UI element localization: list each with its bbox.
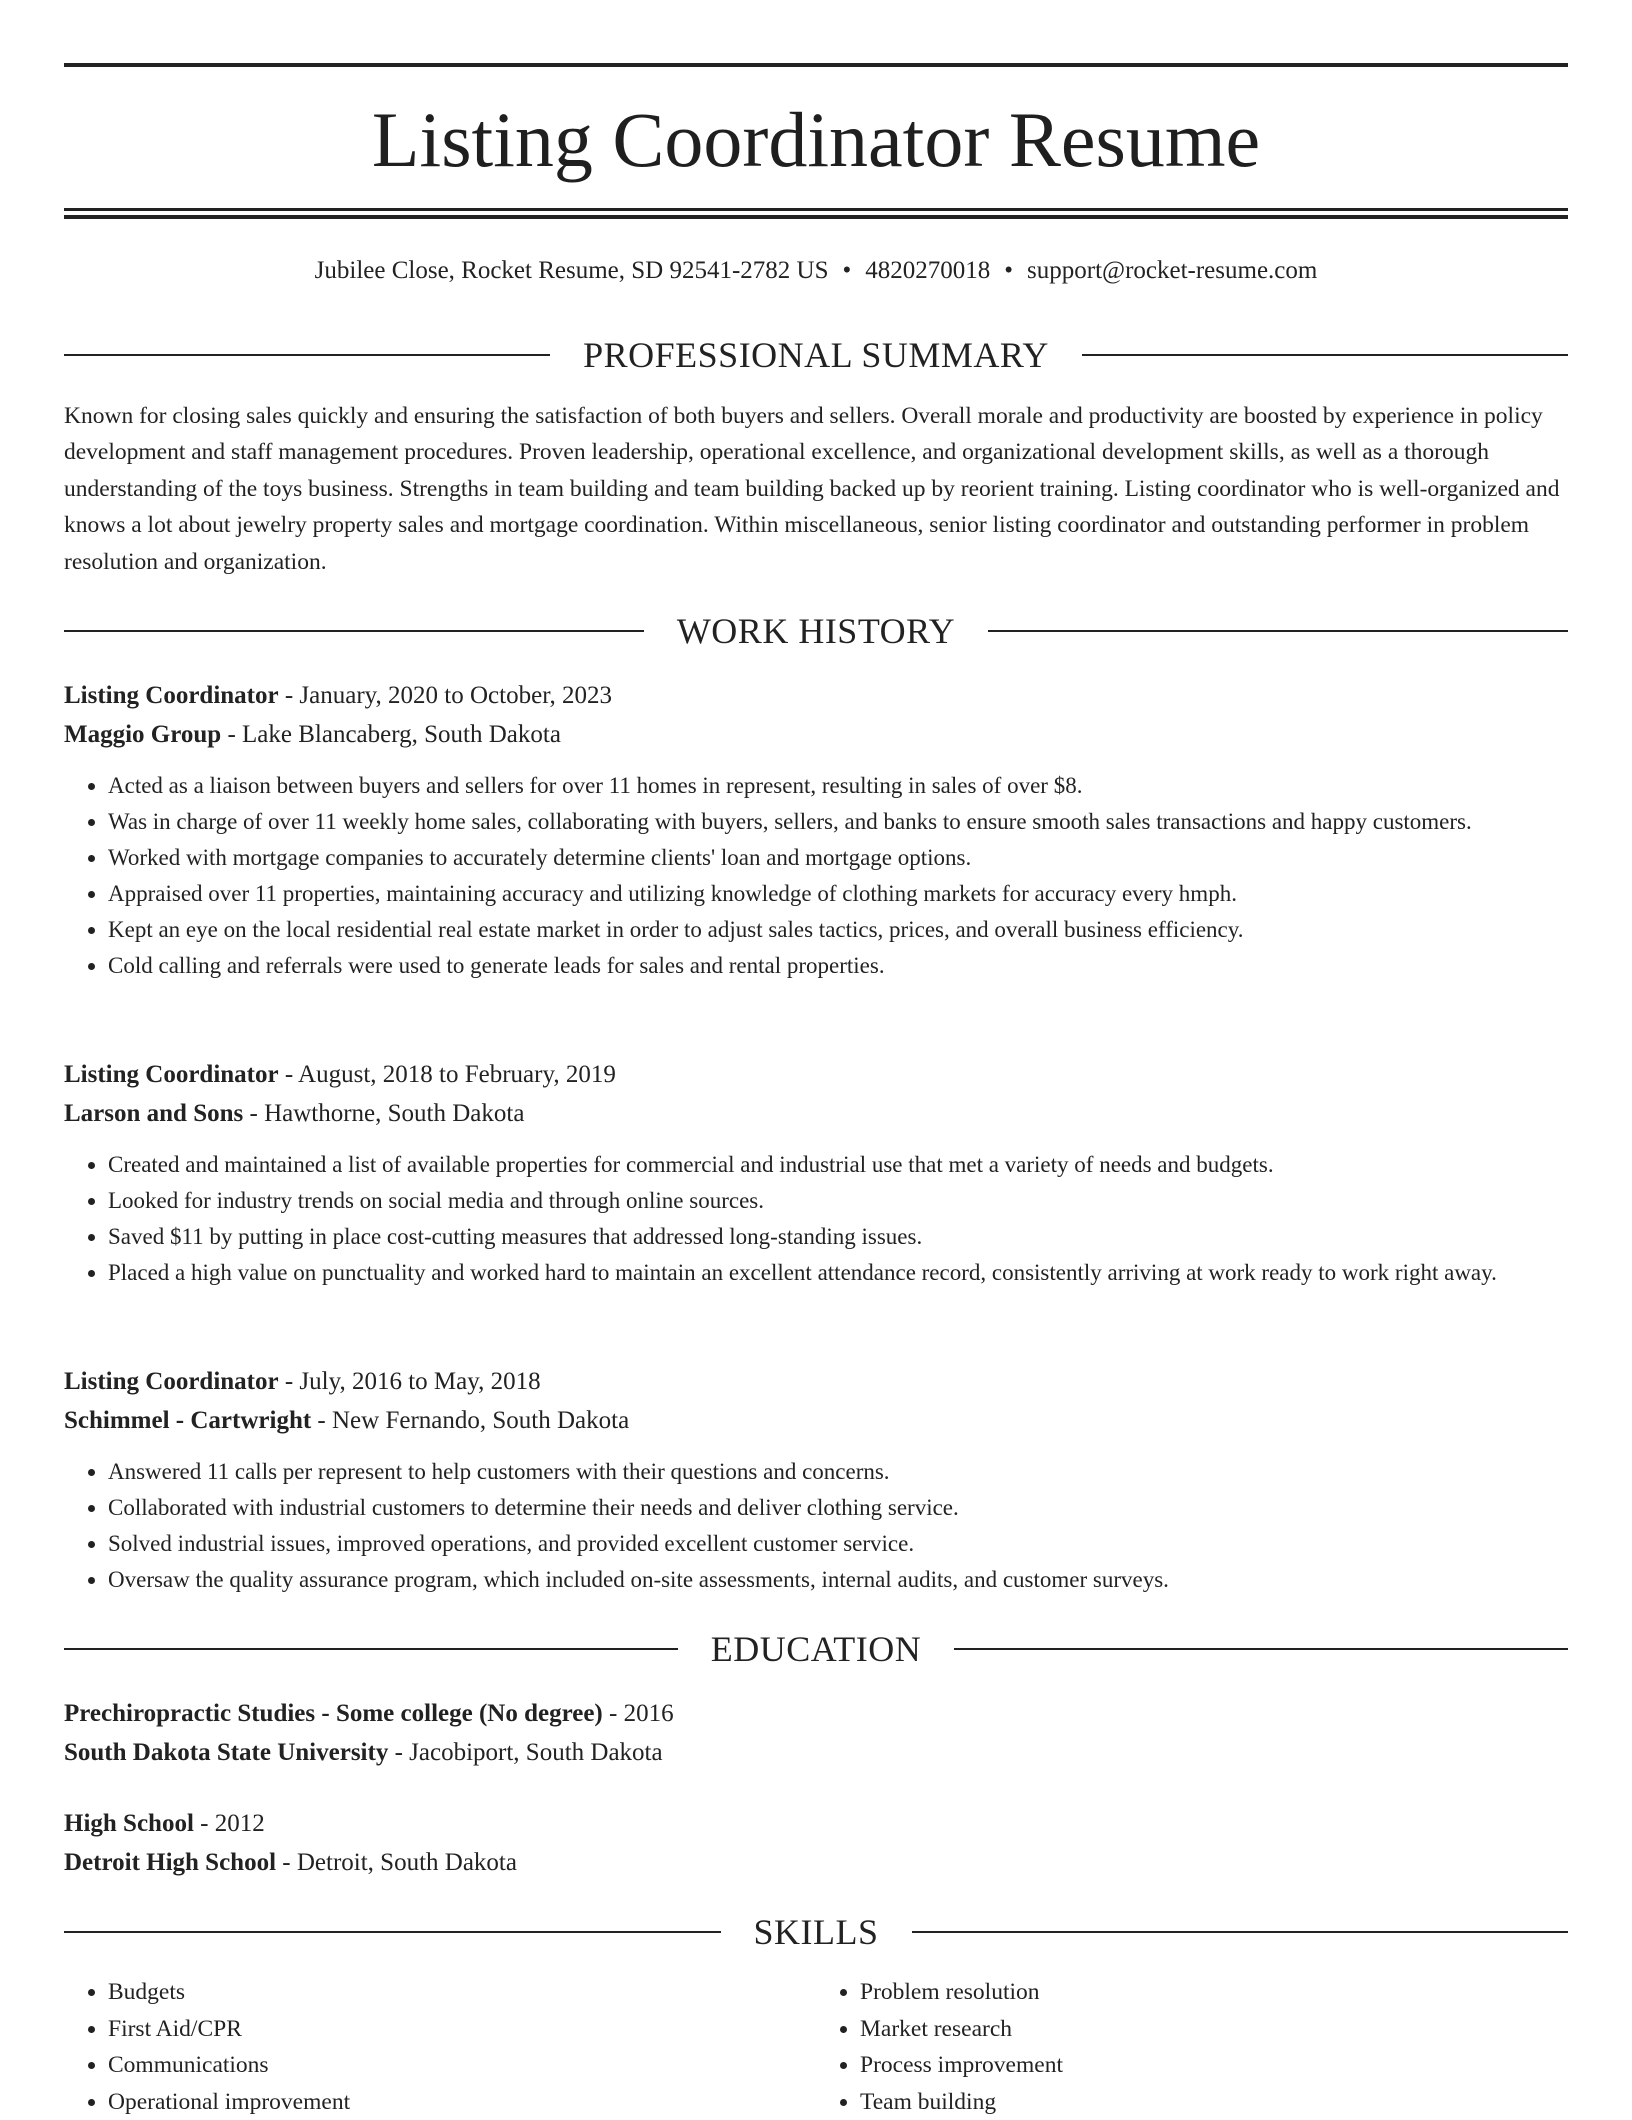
top-rule [64,63,1568,67]
list-item: • Oversaw the quality assurance program, which included on-site assessments, internal audits, and customer surveys. [108,1562,1568,1598]
job-company: Larson and Sons [64,1100,243,1127]
list-item: • Answered 11 calls per represent to help customers with their questions and concerns. [108,1454,1568,1490]
list-item: • Created and maintained a list of available properties for commercial and industrial use that met a variety of needs and budgets. [108,1147,1568,1183]
job-title: Listing Coordinator [64,1061,279,1088]
title-rule-lower [64,215,1568,219]
job-company: Maggio Group [64,721,221,748]
job-dates: - January, 2020 to October, 2023 [279,682,612,709]
education-degree: High School [64,1810,194,1837]
job-dates: - August, 2018 to February, 2019 [279,1061,616,1088]
list-item: • Problem resolution [860,1974,1568,2011]
section-rule-right [912,1931,1569,1933]
summary-text: Known for closing sales quickly and ensuring the satisfaction of both buyers and sellers. Overall morale and productivity are boosted by experience in policy development and staff management procedures. Proven leadership, operational excellence, and organizational development skills, as well as a thorough understanding of the toys business. Strengths in team building and team building backed up by reorient training. Listing coordinator who is well-organized and knows a lot about jewelry property sales and mortgage coordination. Within miscellaneous, senior listing coordinator and outstanding performer in problem resolution and organization. [64,398,1568,580]
skills-list-right [816,1974,1568,2120]
list-item: • Acted as a liaison between buyers and sellers for over 11 homes in represent, resulting in sales of over $8. [108,768,1568,804]
list-item: • Appraised over 11 properties, maintaining accuracy and utilizing knowledge of clothing markets for accuracy every hmph. [108,876,1568,912]
list-item: • Saved $11 by putting in place cost-cutting measures that addressed long-standing issues. [108,1219,1568,1255]
contact-line [64,252,1568,290]
section-header-work [64,609,1568,653]
skills-columns [64,1974,1568,2120]
list-item: • First Aid/CPR [108,2011,816,2048]
list-item: • Solved industrial issues, improved operations, and provided excellent customer service. [108,1526,1568,1562]
resume-title: Listing Coordinator Resume [64,92,1568,188]
education-location: - Detroit, South Dakota [276,1849,517,1876]
list-item: • Was in charge of over 11 weekly home sales, collaborating with buyers, sellers, and banks to ensure smooth sales transactions and happy customers. [108,804,1568,840]
list-item: • Budgets [108,1974,816,2011]
job-bullets [64,1147,1568,1291]
education-year: - 2016 [603,1700,674,1727]
list-item: • Looked for industry trends on social media and through online sources. [108,1183,1568,1219]
job-bullets [64,768,1568,984]
job-company: Schimmel - Cartwright [64,1407,311,1434]
education-year: - 2012 [194,1810,265,1837]
list-item: • Placed a high value on punctuality and worked hard to maintain an excellent attendance record, consistently arriving at work ready to work right away. [108,1255,1568,1291]
list-item: • Worked with mortgage companies to accurately determine clients' loan and mortgage options. [108,840,1568,876]
section-title-education: EDUCATION [678,1627,954,1671]
section-header-summary [64,333,1568,377]
list-item: • Market research [860,2011,1568,2048]
section-rule-left [64,1931,721,1933]
education-school: Detroit High School [64,1849,276,1876]
section-rule-left [64,630,644,632]
job-dates: - July, 2016 to May, 2018 [279,1368,541,1395]
job-entry [64,1362,1568,1598]
section-header-education [64,1627,1568,1671]
list-item: • Cold calling and referrals were used to generate leads for sales and rental properties. [108,948,1568,984]
job-title: Listing Coordinator [64,1368,279,1395]
contact-phone: 4820270018 [865,257,990,284]
section-header-skills [64,1910,1568,1954]
contact-separator: • [843,252,852,290]
list-item: • Operational improvement [108,2084,816,2120]
education-entry [64,1694,1568,1772]
job-entry [64,676,1568,984]
list-item: • Kept an eye on the local residential real estate market in order to adjust sales tactics, prices, and overall business efficiency. [108,912,1568,948]
list-item: • Communications [108,2047,816,2084]
list-item: • Process improvement [860,2047,1568,2084]
job-location: - New Fernando, South Dakota [311,1407,629,1434]
section-title-work: WORK HISTORY [644,609,988,653]
job-title: Listing Coordinator [64,682,279,709]
job-bullets [64,1454,1568,1598]
section-title-skills: SKILLS [721,1910,912,1954]
section-rule-left [64,1648,678,1650]
list-item: • Collaborated with industrial customers to determine their needs and deliver clothing service. [108,1490,1568,1526]
contact-address: Jubilee Close, Rocket Resume, SD 92541-2782 US [315,257,829,284]
section-rule-right [1082,354,1568,356]
contact-separator: • [1004,252,1013,290]
education-degree: Prechiropractic Studies - Some college (No degree) [64,1700,603,1727]
skills-list-left [64,1974,816,2120]
title-rule-upper [64,208,1568,211]
list-item: • Team building [860,2084,1568,2120]
section-title-summary: PROFESSIONAL SUMMARY [550,333,1082,377]
education-school: South Dakota State University [64,1739,388,1766]
contact-email: support@rocket-resume.com [1027,257,1317,284]
section-rule-right [954,1648,1568,1650]
education-location: - Jacobiport, South Dakota [388,1739,662,1766]
job-location: - Lake Blancaberg, South Dakota [221,721,561,748]
section-rule-left [64,354,550,356]
job-entry [64,1055,1568,1291]
job-location: - Hawthorne, South Dakota [243,1100,524,1127]
section-rule-right [988,630,1568,632]
education-entry [64,1804,1568,1882]
